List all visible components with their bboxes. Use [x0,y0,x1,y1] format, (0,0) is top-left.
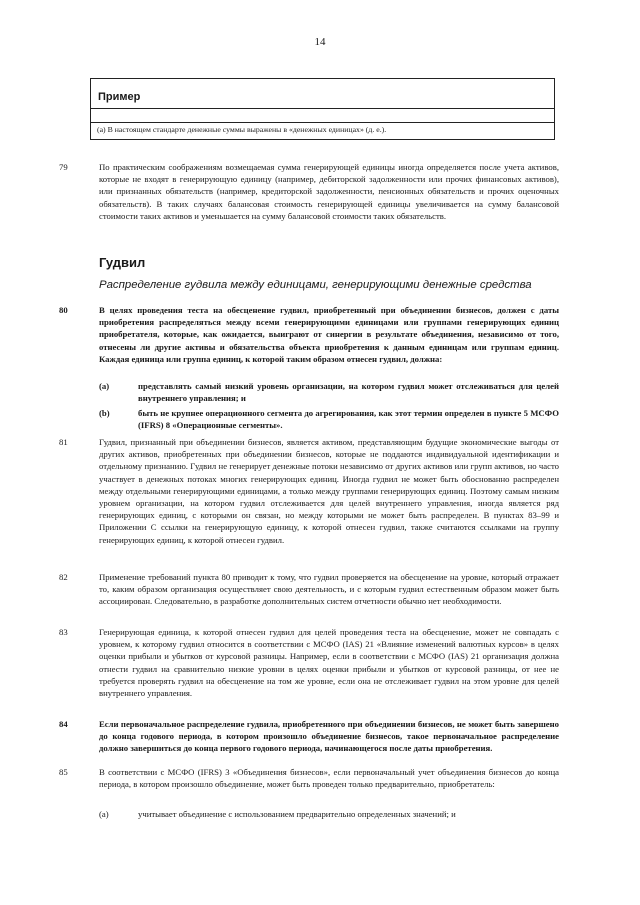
paragraph-number: 84 [59,719,68,729]
sub-title: Распределение гудвила между единицами, генерирующими денежные средства [99,279,532,291]
paragraph-number: 85 [59,767,68,777]
paragraph-80b: быть не крупнее операционного сегмента до агрегирования, как этот термин определен в пункте 5 МСФО (IFRS) 8 «Операционные сегменты». [138,408,559,431]
example-divider [91,122,554,123]
section-title: Гудвил [99,255,146,270]
item-label: (a) [99,809,109,819]
paragraph-number: 82 [59,572,68,582]
paragraph-85a: учитывает объединение с использованием предварительно определенных значений; и [138,809,456,819]
paragraph-85: В соответствии с МСФО (IFRS) 3 «Объединения бизнесов», если первоначальный учет объединения бизнесов до конца периода, в котором произошло объединение, может быть проведен только предварительно, приобретатель: [99,767,559,790]
example-title: Пример [98,91,141,103]
paragraph-80a: представлять самый низкий уровень организации, на котором гудвил может отслеживаться для целей внутреннего управления; и [138,381,559,404]
paragraph-79: По практическим соображениям возмещаемая сумма генерирующей единицы иногда определяется после учета активов, которые не входят в генерирующую единицу (например, дебиторской задолженности или прочих финансовых активов), или признанных обязательств (например, кредиторской задолженности, пенсионных обязательств и прочих оценочных обязательств). В таких случаях балансовая стоимость генерирующей единицы увеличивается на сумму балансовой стоимости таких активов и уменьшается на сумму балансовой стоимости таких обязательств. [99,162,559,221]
paragraph-83: Генерирующая единица, к которой отнесен гудвил для целей проведения теста на обесценение, может не совпадать с уровнем, к которому гудвил относится в соответствии с МСФО (IAS) 21 «Влияние изменений валютных курсов» в целях оценки прибыли и убытков от курсовой разницы. Например, если в соответствии с МСФО (IAS) 21 организация должна отнести гудвил на сравнительно низкие уровни в целях оценки прибыли и убытков от курсовой разницы, от нее не требуется проверять гудвил на обесценение на том же уровне, если она не отслеживает гудвил на этом уровне для целей внутреннего управления. [99,627,559,699]
item-label: (b) [99,408,110,418]
paragraph-81: Гудвил, признанный при объединении бизнесов, является активом, представляющим будущие экономические выгоды от других активов, приобретенных при объединении бизнесов, которые не поддаются индивидуальной идентификации и отдельному признанию. Гудвил не генерирует денежные потоки независимо от других активов или групп активов, но часто участвует в денежных потоках многих генерирующих единиц. Иногда гудвил не может быть обоснованно распределен между отдельными генерирующими единицами, а только между группами генерирующих единиц. Поэтому самым низким уровнем организации, на котором гудвил отслеживается для целей внутреннего управления, иногда является ряд генерирующих единиц, с которыми он связан, но между которыми не может быть распределен. В пунктах 83–99 и Приложении С ссылки на генерирующую единицу, к которой отнесен гудвил, также считаются ссылками на группу генерирующих единиц, к которой отнесен гудвил. [99,437,559,545]
example-box [90,78,555,140]
paragraph-84: Если первоначальное распределение гудвила, приобретенного при объединении бизнесов, не может быть завершено до конца годового периода, в котором произошло объединение бизнесов, такое первоначальное распределение должно завершиться до конца первого годового периода, начинающегося после даты приобретения. [99,719,559,754]
paragraph-number: 81 [59,437,68,447]
example-divider [91,108,554,109]
example-note: (a) В настоящем стандарте денежные суммы выражены в «денежных единицах» (д. е.). [97,125,387,134]
paragraph-number: 80 [59,305,68,315]
paragraph-number: 83 [59,627,68,637]
item-label: (a) [99,381,110,391]
page-number: 14 [314,36,326,48]
paragraph-80: В целях проведения теста на обесценение гудвил, приобретенный при объединении бизнесов, должен с даты приобретения распределяться между всеми генерирующими единицами или группами генерирующих единиц приобретателя, которые, как ожидается, выиграют от синергии в результате объединения, независимо от того, отнесены ли другие активы и обязательства объекта приобретения к данным единицам или группам единиц. Каждая единица или группа единиц, к которой таким образом отнесен гудвил, должна: [99,305,559,364]
paragraph-82: Применение требований пункта 80 приводит к тому, что гудвил проверяется на обесценение на уровне, который отражает то, каким образом организация осуществляет свою деятельность, и с которым гудвил естественным образом может быть ассоциирован. Следовательно, в разработке дополнительных систем отчетности обычно нет необходимости. [99,572,559,607]
paragraph-number: 79 [59,162,68,172]
